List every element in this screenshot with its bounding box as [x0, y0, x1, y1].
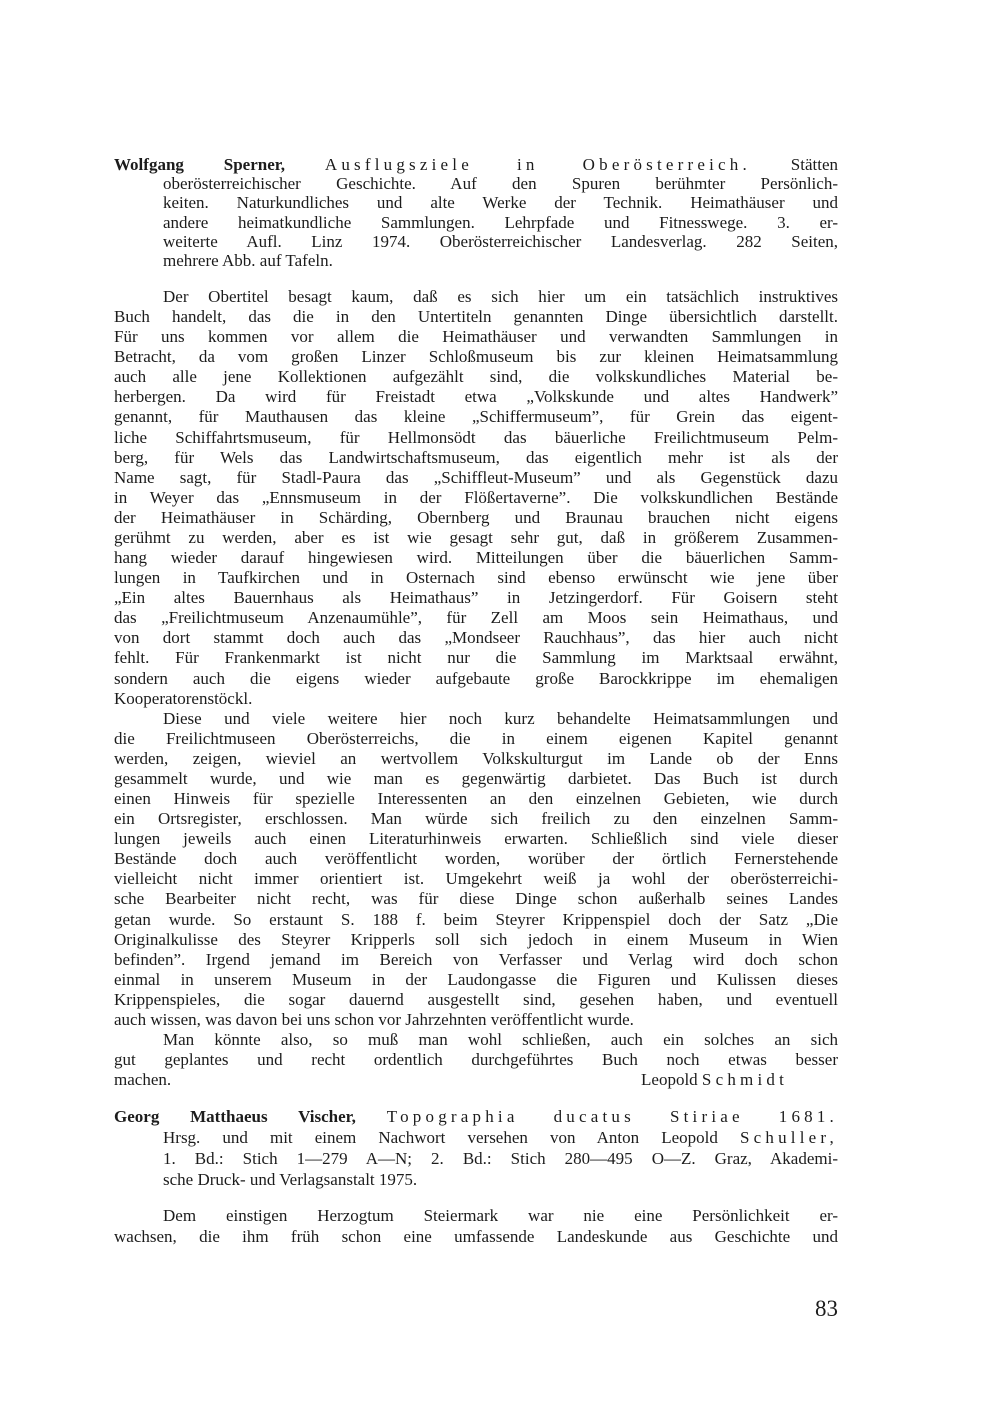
page-number: 83 — [815, 1296, 838, 1321]
text-line: einen Hinweis für spezielle Interessenten an den einzelnen Gebieten, wie durch — [114, 789, 838, 808]
text-line: lungen jeweils auch einen Literaturhinweis erwarten. Schließlich sind viele dieser — [114, 829, 838, 848]
text-line: Der Obertitel besagt kaum, daß es sich hier um ein tatsächlich instruktives — [163, 287, 838, 306]
text-line: mehrere Abb. auf Tafeln. — [163, 251, 333, 270]
text-line: Krippenspieles, die sogar dauernd ausgestellt sind, gesehen haben, und eventuell — [114, 990, 838, 1009]
text-line: andere heimatkundliche Sammlungen. Lehrpfade und Fitnesswege. 3. er- — [163, 213, 838, 232]
signature-first-name: Leopold — [641, 1070, 698, 1089]
entry-heading — [114, 155, 838, 175]
text-line: Man könnte also, so muß man wohl schließen, auch ein solches an sich — [163, 1030, 838, 1049]
text-line: machen. — [114, 1070, 172, 1089]
text-line: die Freilichtmuseen Oberösterreichs, die in einem eigenen Kapitel genannt — [114, 729, 838, 748]
reviewer-signature — [641, 1070, 788, 1090]
text-line: Hrsg. und mit einem Nachwort versehen von Anton Leopold — [163, 1128, 718, 1147]
text-line: herbergen. Da wird für Freistadt etwa „Volkskunde und altes Handwerk” — [114, 387, 838, 406]
text-line: Betracht, da vom großen Linzer Schloßmuseum bis zur kleinen Heimatsammlung — [114, 347, 838, 366]
text-line: der Heimathäuser in Schärding, Obernberg und Braunau brauchen nicht eigens — [114, 508, 838, 527]
text-line: sondern auch die eigens wieder aufgebaute große Barockkrippe im ehemaligen — [114, 669, 838, 688]
text-line: Originalkulisse des Steyrer Kripperls soll sich jedoch in einem Museum in Wien — [114, 930, 838, 949]
text-line: werden, zeigen, wieviel an wertvollem Volkskulturgut im Lande ob der Enns — [114, 749, 838, 768]
text-line: liche Schiffahrtsmuseum, für Hellmonsödt das bäuerliche Freilichtmuseum Pelm- — [114, 428, 838, 447]
text-line: Diese und viele weitere hier noch kurz behandelte Heimatsammlungen und — [163, 709, 838, 728]
entry-title: Ausflugsziele in Oberösterreich. — [324, 155, 751, 174]
text-line: sche Bearbeiter nicht recht, was für diese Dinge schon außerhalb seines Landes — [114, 889, 838, 908]
entry-title: Topographia ducatus Stiriae 1681. — [386, 1107, 839, 1126]
text-line: in Weyer das „Ennsmuseum in der Flößertaverne”. Die volkskundlichen Bestände — [114, 488, 838, 507]
text-line: gut geplantes und recht ordentlich durchgeführtes Buch noch etwas besser — [114, 1050, 838, 1069]
text-line: 1. Bd.: Stich 1—279 A—N; 2. Bd.: Stich 280—495 O—Z. Graz, Akademi- — [163, 1149, 838, 1168]
text-line: Dem einstigen Herzogtum Steiermark war nie eine Persönlichkeit er- — [163, 1206, 838, 1225]
text-line: berg, für Wels das Landwirtschaftsmuseum, das eigentlich mehr ist als der — [114, 448, 838, 467]
text-line: befinden”. Irgend jemand im Bereich von Verfasser und Verlag wird doch schon — [114, 950, 838, 969]
text-line: Kooperatorenstöckl. — [114, 689, 253, 708]
entry-author: Wolfgang Sperner, — [114, 155, 285, 174]
editor-name: Schuller, — [739, 1128, 839, 1147]
text-line: genannt, für Mauthausen das kleine „Schiffermuseum”, für Grein das eigent- — [114, 407, 838, 426]
text-line: lungen in Taufkirchen und in Osternach sind ebenso erwünscht wie jene über — [114, 568, 838, 587]
text-line: gerühmt zu werden, aber es ist wie gesagt sehr gut, daß in größerem Zusammen- — [114, 528, 838, 547]
text-line: gesammelt wurde, und wie man es gegenwärtig darbietet. Das Buch ist durch — [114, 769, 838, 788]
text-line: Bestände doch auch veröffentlicht worden, worüber der örtlich Fernerstehende — [114, 849, 838, 868]
text-line: auch wissen, was davon bei uns schon vor Jahrzehnten veröffentlicht wurde. — [114, 1010, 634, 1029]
text-line-with-signature — [114, 1070, 838, 1090]
text-line: fehlt. Für Frankenmarkt ist nicht nur die Sammlung im Marktsaal erwähnt, — [114, 648, 838, 667]
text-line: ein Ortsregister, erschlossen. Man würde sich freilich zu den einzelnen Samm- — [114, 809, 838, 828]
text-line: das „Freilichtmuseum Anzenaumühle”, für Zell am Moos sein Heimathaus, und — [114, 608, 838, 627]
signature-last-name: Schmidt — [701, 1070, 788, 1089]
text-line: von dort stammt doch auch das „Mondseer Rauchhaus”, das hier auch nicht — [114, 628, 838, 647]
text-line: auch alle jene Kollektionen aufgezählt sind, die volkskundliches Material be- — [114, 367, 838, 386]
entry-author: Georg Matthaeus Vischer, — [114, 1107, 356, 1126]
text-line: Name sagt, für Stadl-Paura das „Schiffleut-Museum” und als Gegenstück dazu — [114, 468, 838, 487]
text-line: hang wieder darauf hingewiesen wird. Mitteilungen über die bäuerlichen Samm- — [114, 548, 838, 567]
text-line: weiterte Aufl. Linz 1974. Oberösterreichischer Landesverlag. 282 Seiten, — [163, 232, 838, 251]
text-line: keiten. Naturkundliches und alte Werke der Technik. Heimathäuser und — [163, 193, 838, 212]
text-line: sche Druck- und Verlagsanstalt 1975. — [163, 1170, 418, 1189]
text-line: Für uns kommen vor allem die Heimathäuser und verwandten Sammlungen in — [114, 327, 838, 346]
text-line: Buch handelt, das die in den Untertiteln genannten Dinge übersichtlich darstellt. — [114, 307, 838, 326]
text-line: getan wurde. So erstaunt S. 188 f. beim Steyrer Krippenspiel doch der Satz „Die — [114, 910, 838, 929]
text-line — [163, 1128, 838, 1148]
text-line: einmal in unserem Museum in der Laudongasse die Figuren und Kulissen dieses — [114, 970, 838, 989]
text-line: wachsen, die ihm früh schon eine umfassende Landeskunde aus Geschichte und — [114, 1227, 838, 1246]
text-line: Stätten — [790, 155, 839, 174]
entry-heading — [114, 1107, 838, 1127]
text-line: vielleicht nicht immer orientiert ist. Umgekehrt weiß ja wohl der oberösterreichi- — [114, 869, 838, 888]
text-line: „Ein altes Bauernhaus als Heimathaus” in Jetzingerdorf. Für Goisern steht — [114, 588, 838, 607]
text-line: oberösterreichischer Geschichte. Auf den Spuren berühmter Persönlich- — [163, 174, 838, 193]
